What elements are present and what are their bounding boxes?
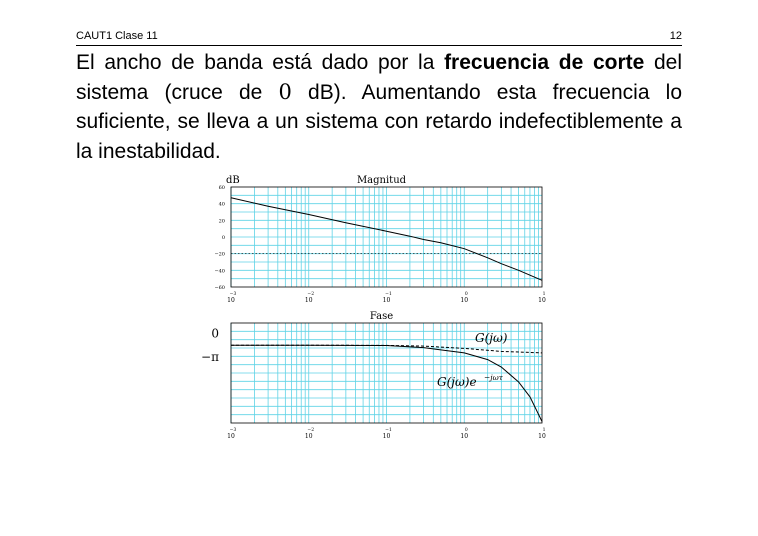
magnitude-ytick-label: 60	[218, 185, 225, 191]
header-course: CAUT1 Clase 11	[76, 30, 158, 42]
phase-title: Fase	[369, 311, 394, 322]
series-label-g-jw-delay: G(jω)e	[437, 375, 477, 389]
phase-xtick-exponent: −3	[229, 428, 237, 433]
magnitude-ytick-label: −60	[214, 285, 225, 291]
phase-ytick-label: −π	[201, 349, 219, 364]
phase-plot	[201, 311, 546, 440]
phase-xtick-exponent: −2	[307, 428, 315, 433]
phase-xtick-exponent: −1	[385, 428, 392, 433]
magnitude-xtick-exponent: 1	[542, 292, 546, 297]
header-page-number: 12	[669, 30, 682, 42]
magnitude-ytick-label: 40	[218, 201, 225, 208]
magnitude-ytick-label: −40	[214, 268, 225, 275]
magnitude-xtick-exponent: −3	[229, 292, 237, 297]
magnitude-xtick-exponent: −1	[385, 292, 392, 297]
phase-xtick-label: 10	[304, 433, 313, 440]
paragraph-bold-term: frecuencia de corte	[444, 51, 645, 74]
phase-xtick-label: 10	[382, 433, 391, 440]
phase-ytick-label: 0	[211, 326, 219, 341]
paragraph-text-2: del sistema (cruce de	[76, 51, 682, 104]
magnitude-ytick-label: −20	[214, 251, 225, 258]
magnitude-xtick-exponent: 0	[464, 292, 468, 297]
magnitude-ytick-label: 20	[218, 218, 225, 225]
series-label-g-jw: G(jω)	[475, 331, 508, 345]
magnitude-xtick-label: 10	[382, 297, 391, 304]
magnitude-plot	[214, 175, 546, 304]
series-label-exponent: −jωτ	[484, 373, 503, 382]
magnitude-ytick-label: 0	[221, 235, 225, 241]
magnitude-xtick-exponent: −2	[307, 292, 315, 297]
phase-xtick-exponent: 1	[542, 428, 546, 433]
magnitude-xtick-label: 10	[460, 297, 469, 304]
magnitude-ylabel: dB	[226, 175, 240, 186]
magnitude-xtick-label: 10	[304, 297, 313, 304]
paragraph-text-1: El ancho de banda está dado por la	[76, 51, 445, 74]
paragraph-text-3: dB). Aumentando esta frecuencia lo suficiente, se lleva a un sistema con retardo indefectiblemente a la inestabilidad.	[76, 80, 683, 163]
phase-xtick-label: 10	[227, 433, 235, 440]
magnitude-title: Magnitud	[356, 175, 407, 186]
paragraph-zero: 0	[278, 79, 292, 104]
phase-xtick-exponent: 0	[464, 428, 468, 433]
phase-xtick-label: 10	[538, 433, 546, 440]
phase-xtick-label: 10	[460, 433, 469, 440]
magnitude-xtick-label: 10	[538, 297, 546, 304]
magnitude-xtick-label: 10	[227, 297, 235, 304]
